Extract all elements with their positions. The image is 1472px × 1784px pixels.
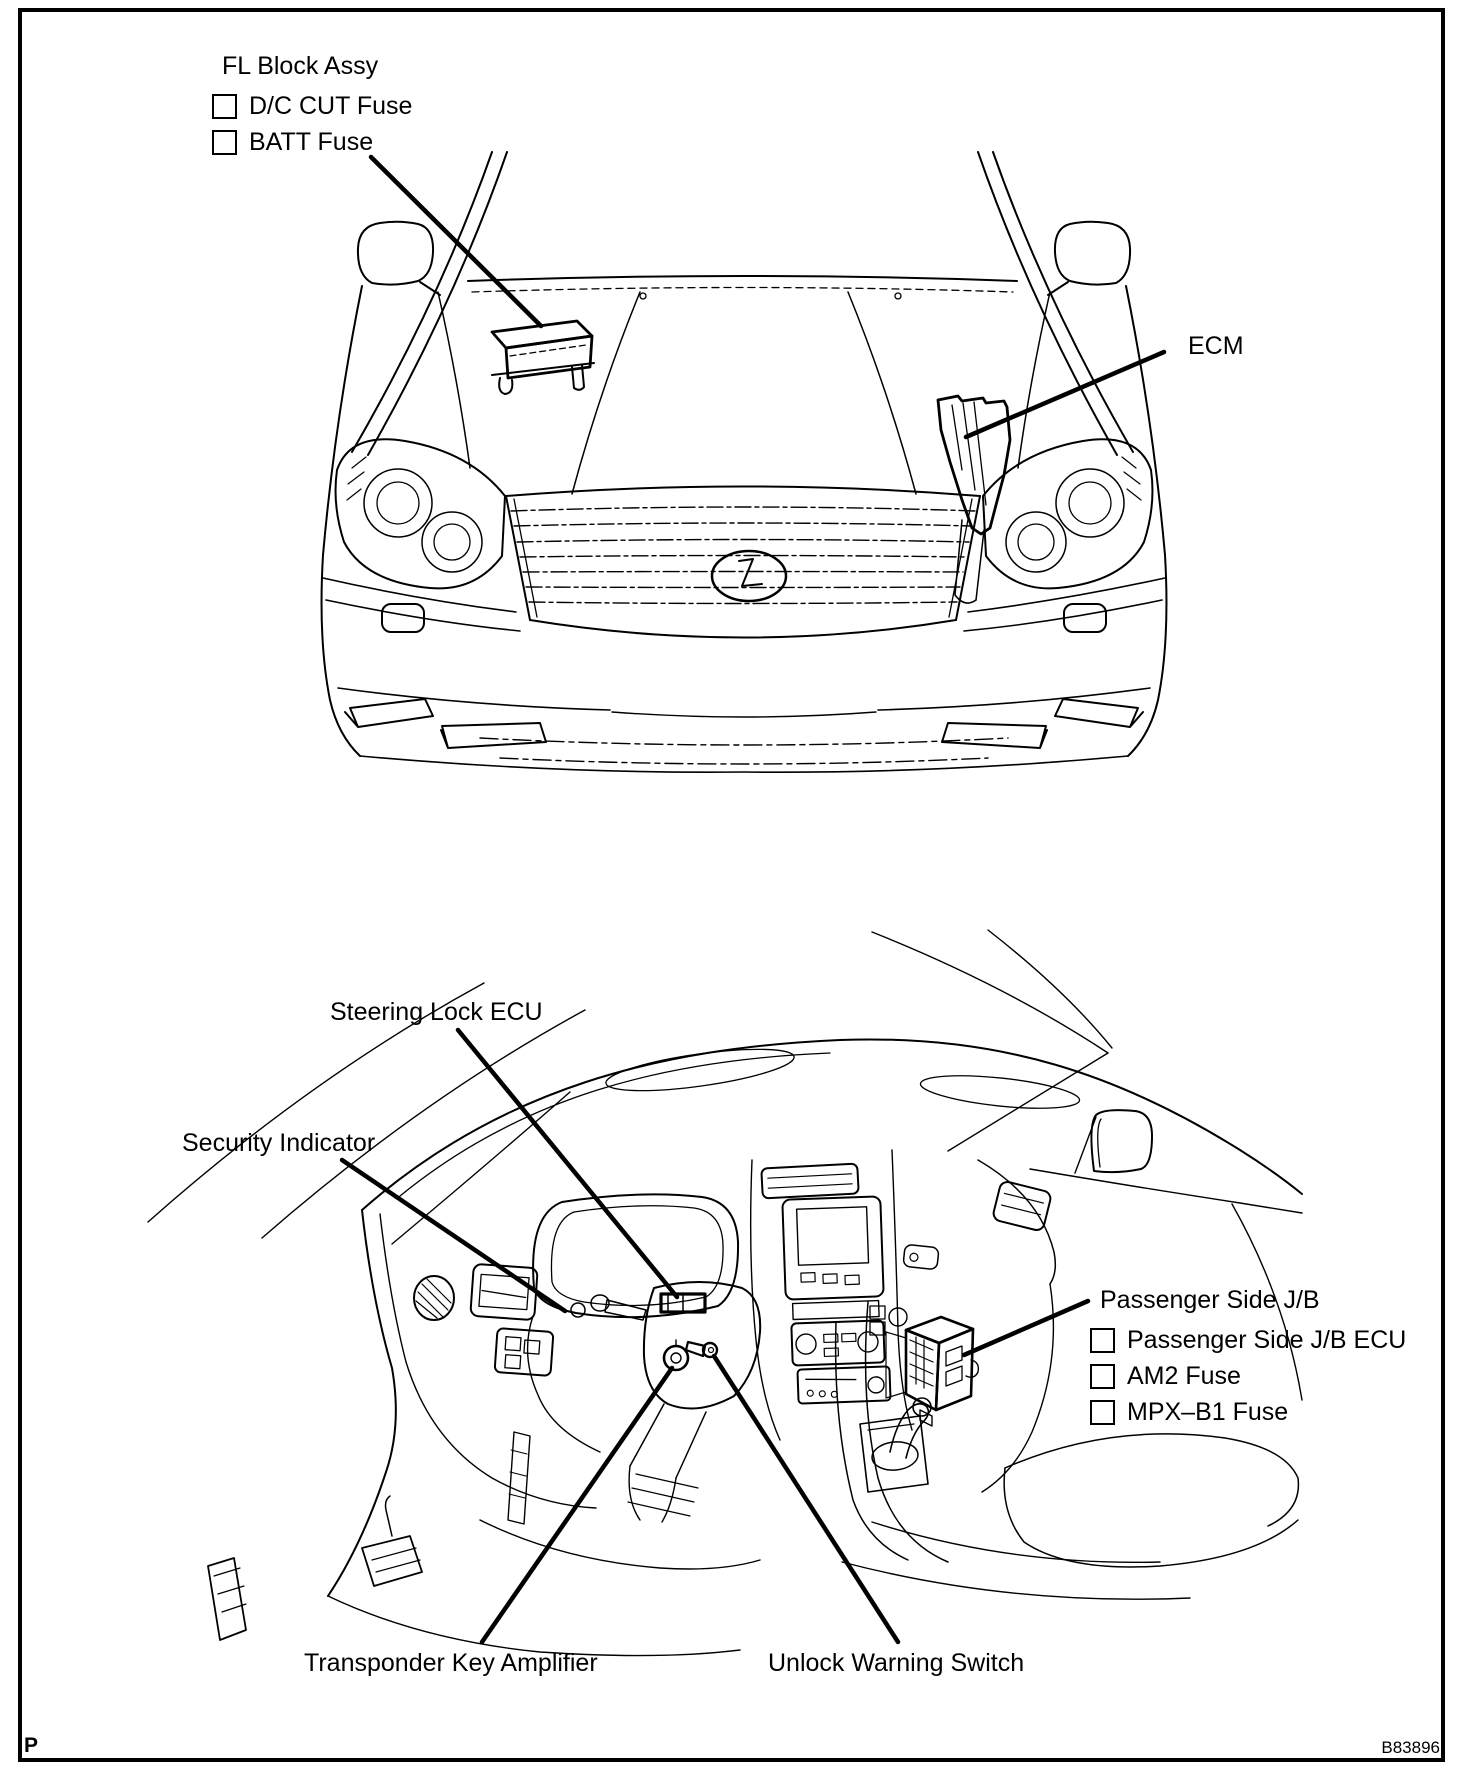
fl-block-leader <box>371 157 541 326</box>
list-item <box>1090 1394 1406 1430</box>
brake-pedal <box>362 1496 422 1586</box>
fuse-item-label: Passenger Side J/B ECU <box>1127 1325 1407 1354</box>
vehicle-front-illustration <box>322 152 1167 772</box>
figure-code: B83896 <box>1381 1738 1440 1757</box>
security-indicator-label: Security Indicator <box>182 1129 376 1157</box>
fl-block-title: FL Block Assy <box>222 52 379 80</box>
ecm-label: ECM <box>1188 332 1244 360</box>
steering-lock-ecu-label: Steering Lock ECU <box>330 998 543 1026</box>
leader-lines <box>342 157 1164 1642</box>
fl-block-component <box>492 321 594 394</box>
grille <box>506 487 980 638</box>
list-item <box>212 88 412 124</box>
checkbox-icon <box>1090 1400 1115 1425</box>
accelerator-pedal <box>208 1558 246 1640</box>
unlock-warning-switch-leader <box>714 1356 898 1642</box>
right-mirror <box>1048 222 1130 295</box>
unlock-warning-switch-label: Unlock Warning Switch <box>768 1649 1025 1677</box>
checkbox-icon <box>1090 1364 1115 1389</box>
left-headlight <box>336 439 505 588</box>
fuse-item-label: D/C CUT Fuse <box>249 91 413 120</box>
transponder-key-amplifier-label: Transponder Key Amplifier <box>304 1649 598 1677</box>
exterior-mirror <box>1091 1110 1152 1172</box>
security-indicator-leader <box>342 1160 565 1311</box>
ecm-leader <box>966 352 1164 437</box>
fuse-item-label: MPX–B1 Fuse <box>1127 1397 1289 1426</box>
audio-unit <box>797 1366 890 1403</box>
instrument-cluster <box>533 1194 738 1317</box>
right-headlight <box>983 439 1152 588</box>
passenger-jb-label-group <box>1090 1284 1406 1430</box>
keyhole-plate <box>903 1244 939 1269</box>
list-item <box>1090 1358 1406 1394</box>
lexus-logo <box>712 551 786 601</box>
checkbox-icon <box>212 130 237 155</box>
left-mirror <box>358 222 440 295</box>
switch-panel <box>495 1328 554 1376</box>
checkbox-icon <box>212 94 237 119</box>
checkbox-icon <box>1090 1328 1115 1353</box>
list-item <box>1090 1322 1406 1358</box>
list-item <box>212 124 412 160</box>
fl-block-label-group <box>212 50 412 160</box>
side-air-vent <box>414 1276 454 1320</box>
navigation-screen <box>782 1196 883 1299</box>
steering-lock-ecu-component <box>661 1294 705 1312</box>
right-fog-lamp <box>1064 604 1106 632</box>
center-stack <box>751 1150 912 1440</box>
key-cylinder-component <box>664 1340 688 1370</box>
fuse-item-label: AM2 Fuse <box>1127 1361 1241 1390</box>
passenger-jb-title: Passenger Side J/B <box>1100 1286 1320 1314</box>
steering-lock-ecu-leader <box>458 1030 677 1297</box>
passenger-jb-component <box>886 1317 978 1426</box>
fuse-item-label: BATT Fuse <box>249 127 374 156</box>
page-marker: P <box>24 1734 39 1757</box>
passenger-jb-leader <box>964 1301 1088 1355</box>
